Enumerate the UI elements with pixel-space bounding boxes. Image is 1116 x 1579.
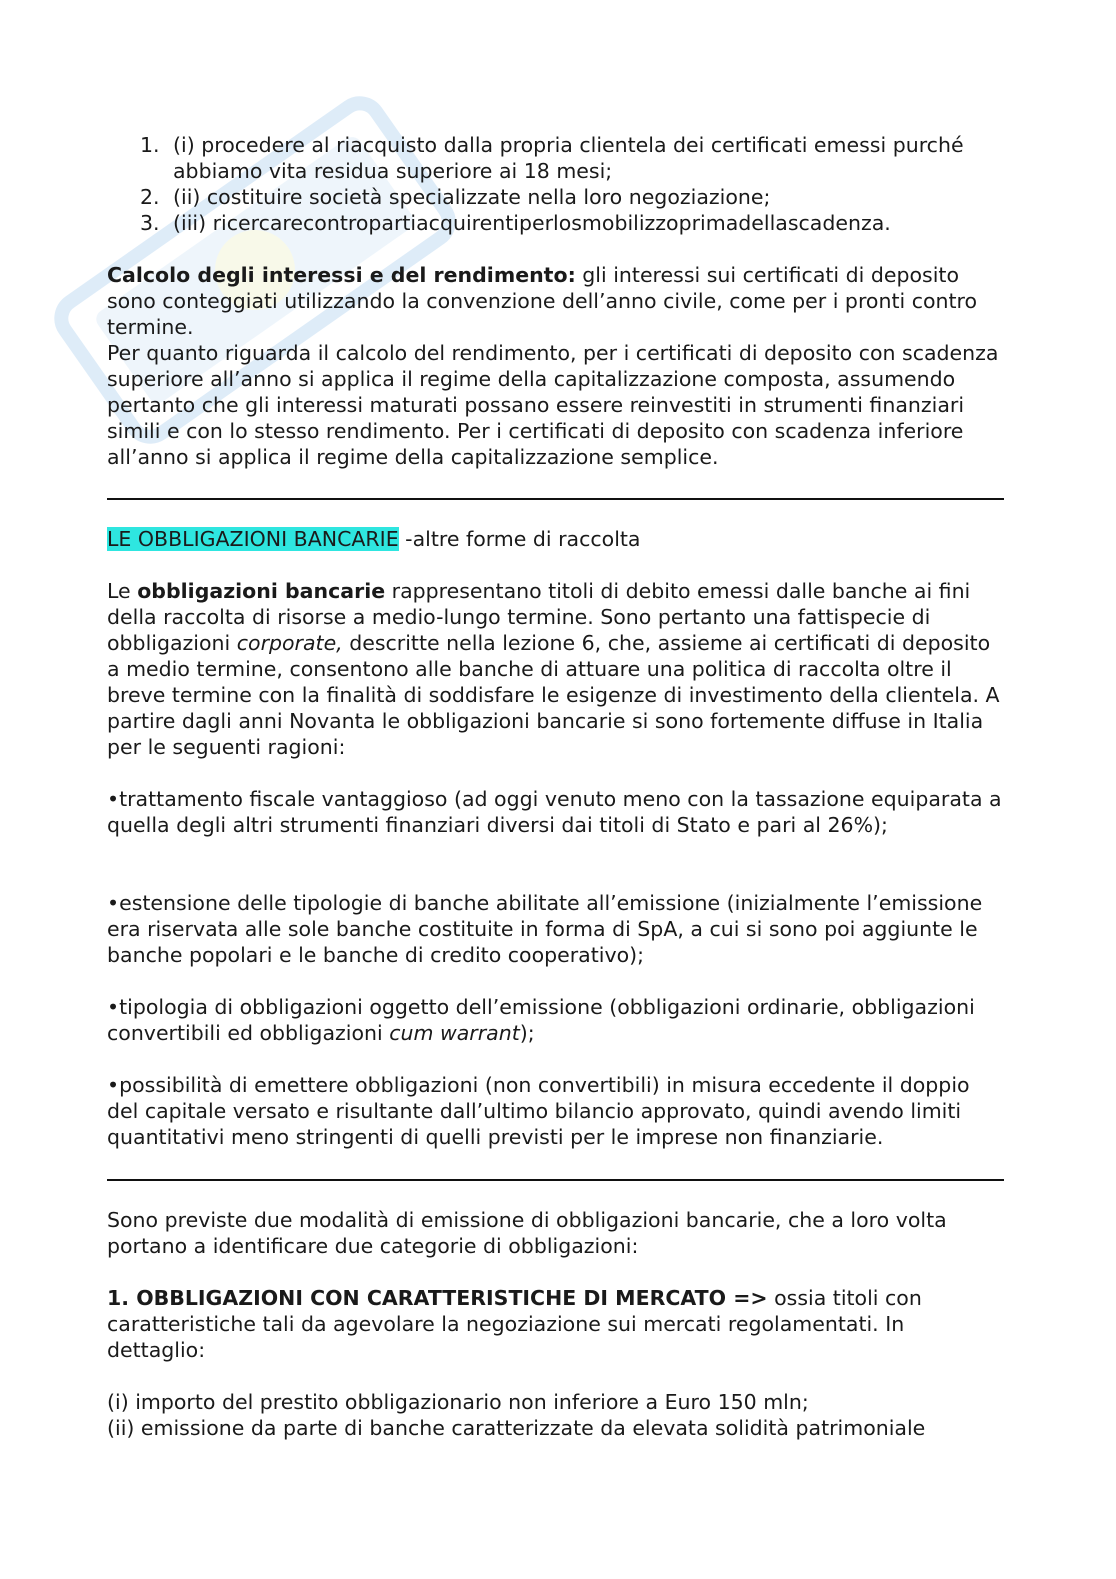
list-number: 3. <box>140 211 160 235</box>
calcolo-section <box>107 262 1007 470</box>
mercato-heading: 1. OBBLIGAZIONI CON CARATTERISTICHE DI MERCATO => <box>107 1286 768 1310</box>
list-text: (ii) costituire società specializzate nella loro negoziazione; <box>173 185 771 209</box>
bullet-1 <box>107 786 1007 838</box>
modalita-text: Sono previste due modalità di emissione di obbligazioni bancarie, che a loro volta portano a identificare due categorie di obbligazioni: <box>107 1208 947 1258</box>
bullet-text: •tipologia di obbligazioni oggetto dell’emissione (obbligazioni ordinarie, obbligazioni convertibili ed obbligazioni <box>107 995 975 1045</box>
numbered-list <box>140 132 1010 236</box>
bullet-3 <box>107 994 1007 1046</box>
rendimento-paragraph: Per quanto riguarda il calcolo del rendimento, per i certificati di deposito con scadenza superiore all’anno si applica il regime della capitalizzazione composta, assumendo pertanto che gli interessi maturati possano essere reinvestiti in strumenti finanziari simili e con lo stesso rendimento. Per i certificati di deposito con scadenza inferiore all’anno si applica il regime della capitalizzazione semplice. <box>107 341 999 469</box>
intro-bold: obbligazioni bancarie <box>137 579 386 603</box>
intro-text-2: rappresentano titoli di debito emessi dalle banche ai fini della raccolta di risorse a medio-lungo termine. Sono pertanto una fattispecie di obbligazioni <box>107 579 971 655</box>
bullet-4 <box>107 1072 1007 1150</box>
calcolo-paragraph <box>107 262 1007 340</box>
divider <box>107 498 1004 500</box>
list-item <box>140 132 1010 184</box>
bullet-text-end: ); <box>519 1021 535 1045</box>
modalita-paragraph <box>107 1207 1007 1259</box>
list-item <box>140 184 1010 210</box>
list-number: 2. <box>140 185 160 209</box>
calcolo-text: gli interessi sui certificati di deposito sono conteggiati utilizzando la convenzione dell’anno civile, come per i pronti contro termine. <box>107 263 978 339</box>
list-number: 1. <box>140 133 160 157</box>
intro-text-1: Le <box>107 579 138 603</box>
list-text: (iii) ricercarecontropartiacquirentiperlosmobilizzoprimadellascadenza. <box>173 211 891 235</box>
bullet-text: •possibilità di emettere obbligazioni (non convertibili) in misura eccedente il doppio del capitale versato e risultante dall’ultimo bilancio approvato, quindi avendo limiti quantitativi meno stringenti di quelli previsti per le imprese non finanziarie. <box>107 1073 970 1149</box>
mercato-text: ossia titoli con caratteristiche tali da agevolare la negoziazione sui mercati regolamentati. In dettaglio: <box>107 1286 922 1362</box>
calcolo-heading: Calcolo degli interessi e del rendimento: <box>107 263 576 287</box>
intro-italic: corporate, <box>236 631 343 655</box>
intro-paragraph <box>107 578 1007 760</box>
list-item <box>140 210 1010 236</box>
divider <box>107 1179 1004 1181</box>
mercato-paragraph <box>107 1285 1007 1363</box>
section-title <box>107 526 1007 552</box>
details-list <box>107 1389 1007 1441</box>
list-text: (i) procedere al riacquisto dalla propria clientela dei certificati emessi purché abbiamo vita residua superiore ai 18 mesi; <box>173 133 964 183</box>
intro-text-3: descritte nella lezione 6, che, assieme ai certificati di deposito a medio termine, consentono alle banche di attuare una politica di raccolta oltre il breve termine con la finalità di soddisfare le esigenze di investimento della clientela. A partire dagli anni Novanta le obbligazioni bancarie si sono fortemente diffuse in Italia per le seguenti ragioni: <box>107 631 1000 759</box>
bullet-italic: cum warrant <box>389 1021 520 1045</box>
detail-item: (ii) emissione da parte di banche caratterizzate da elevata solidità patrimoniale <box>107 1416 926 1440</box>
detail-item: (i) importo del prestito obbligazionario non inferiore a Euro 150 mln; <box>107 1390 809 1414</box>
section-title-highlight: LE OBBLIGAZIONI BANCARIE <box>107 527 399 551</box>
bullet-2 <box>107 890 1007 968</box>
bullet-text: •estensione delle tipologie di banche abilitate all’emissione (inizialmente l’emissione era riservata alle sole banche costituite in forma di SpA, a cui si sono poi aggiunte le banche popolari e le banche di credito cooperativo); <box>107 891 983 967</box>
bullet-text: •trattamento fiscale vantaggioso (ad oggi venuto meno con la tassazione equiparata a quella degli altri strumenti finanziari diversi dai titoli di Stato e pari al 26%); <box>107 787 1002 837</box>
section-title-rest: -altre forme di raccolta <box>398 527 641 551</box>
